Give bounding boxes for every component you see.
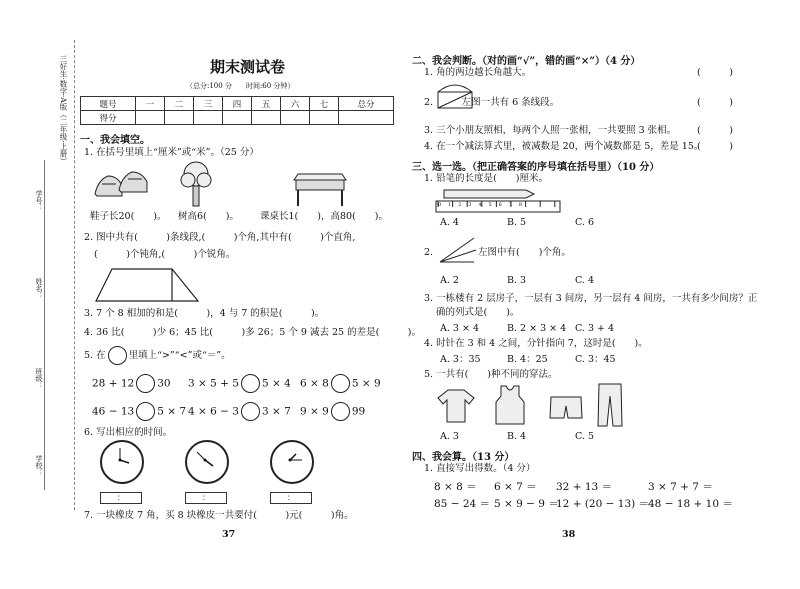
choice-4: 4. 时针在 3 和 4 之间，分针指向 7，这时是( )。 — [424, 338, 648, 349]
score-input[interactable] — [281, 111, 310, 125]
clock-face-icon — [185, 440, 229, 484]
compare-blank[interactable] — [331, 374, 350, 393]
choice-4-option-a[interactable]: A. 3：35 — [440, 354, 481, 365]
tree-icon — [178, 160, 214, 208]
q5-suffix: 里填上“>”“<”或“＝”。 — [128, 350, 231, 361]
margin-field-number: 学号： — [35, 190, 43, 211]
score-cell: 四 — [222, 97, 251, 111]
compare-blank[interactable] — [136, 402, 155, 421]
choice-3-option-a[interactable]: A. 3 × 4 — [440, 323, 479, 334]
question-1: 1. 在括号里填上“厘米”或“米”。（25 分） — [84, 147, 259, 158]
question-3: 3. 7 个 8 相加的和是( )，4 与 7 的积是( )。 — [84, 308, 325, 319]
choice-4-option-c[interactable]: C. 3：45 — [575, 354, 616, 365]
vest-icon — [492, 384, 528, 426]
clock-answer-box[interactable]: ： — [100, 492, 142, 504]
compare-circle-icon — [108, 346, 127, 365]
desk-icon — [292, 166, 348, 208]
page-subtitle: （总分:100 分 时间:60 分钟） — [186, 82, 295, 90]
calc-item: 48 − 18 + 10 ＝ — [648, 498, 733, 510]
clock-answer-box[interactable]: ： — [185, 492, 227, 504]
margin-field-name: 姓名： — [35, 278, 43, 299]
question-6: 6. 写出相应的时间。 — [84, 427, 173, 438]
q1-label-tree: 树高6( )。 — [178, 211, 239, 222]
page-title: 期末测试卷 — [210, 58, 286, 76]
choice-1: 1. 铅笔的长度是( )厘米。 — [424, 173, 548, 184]
choice-1-option-c[interactable]: C. 6 — [575, 217, 595, 228]
compare-blank[interactable] — [136, 374, 155, 393]
compare-item: 6 × 8 5 × 9 — [300, 374, 381, 393]
calc-item: 5 × 9 − 9 ＝ — [494, 498, 559, 510]
score-table — [80, 96, 394, 125]
page-number-right: 38 — [562, 529, 576, 540]
calc-instruction: 1. 直接写出得数。（4 分） — [424, 463, 536, 474]
trousers-icon — [596, 382, 624, 428]
score-input[interactable] — [193, 111, 222, 125]
calc-item: 12 + (20 − 13) ＝ — [556, 498, 650, 510]
calc-item: 85 − 24 ＝ — [434, 498, 491, 510]
score-input[interactable] — [135, 111, 164, 125]
score-cell: 二 — [164, 97, 193, 111]
score-cell: 题号 — [81, 97, 136, 111]
section-1-heading: 一、我会填空。 — [80, 135, 150, 146]
choice-2-number: 2. — [424, 247, 434, 258]
score-input[interactable] — [164, 111, 193, 125]
question-2-cont: ( )个钝角,( )个锐角。 — [94, 249, 236, 260]
calc-item: 3 × 7 + 7 ＝ — [648, 481, 713, 493]
q1-label-shoes: 鞋子长20( )。 — [90, 211, 167, 222]
clock-answer-box[interactable]: ： — [270, 492, 312, 504]
judge-3-answer[interactable]: ( ) — [697, 125, 733, 136]
compare-item: 4 × 6 − 3 3 × 7 — [188, 402, 291, 421]
judge-1-answer[interactable]: ( ) — [697, 67, 733, 78]
compare-item: 46 − 13 5 × 7 — [92, 402, 186, 421]
score-input[interactable] — [252, 111, 281, 125]
margin-field-lines — [44, 160, 45, 490]
score-cell: 七 — [310, 97, 339, 111]
pencil-ruler-figure — [434, 188, 564, 214]
page-number-left: 37 — [222, 529, 236, 540]
score-cell: 六 — [281, 97, 310, 111]
choice-5-option-c[interactable]: C. 5 — [575, 431, 595, 442]
margin-label: 三好生·数学·A版（二年级·上册） — [59, 55, 68, 166]
choice-4-option-b[interactable]: B. 4：25 — [507, 354, 548, 365]
section-4-heading: 四、我会算。（13 分） — [412, 452, 515, 463]
score-input[interactable] — [310, 111, 339, 125]
margin-field-school: 学校： — [35, 455, 43, 476]
compare-item: 28 + 12 30 — [92, 374, 171, 393]
calc-item: 32 + 13 ＝ — [556, 481, 613, 493]
score-cell: 三 — [193, 97, 222, 111]
score-input[interactable] — [339, 111, 394, 125]
shorts-icon — [548, 394, 584, 420]
clock-face-icon — [270, 440, 314, 484]
choice-1-option-a[interactable]: A. 4 — [440, 217, 459, 228]
angles-figure — [438, 234, 478, 268]
choice-2-option-c[interactable]: C. 4 — [575, 275, 595, 286]
ruler-labels: 012345678 — [438, 202, 529, 208]
choice-2-option-a[interactable]: A. 2 — [440, 275, 459, 286]
shoes-icon — [92, 164, 152, 202]
choice-5: 5. 一共有( )种不同的穿法。 — [424, 369, 558, 380]
choice-5-option-b[interactable]: B. 4 — [507, 431, 527, 442]
choice-1-option-b[interactable]: B. 5 — [507, 217, 527, 228]
margin-field-class: 班级： — [35, 368, 43, 389]
question-7: 7. 一块橡皮 7 角，买 8 块橡皮一共要付( )元( )角。 — [84, 510, 354, 521]
judge-2: 2. 左图一共有 6 条线段。 — [424, 97, 560, 108]
score-cell: 一 — [135, 97, 164, 111]
compare-blank[interactable] — [241, 374, 260, 393]
choice-2: 左图中有( )个角。 — [478, 247, 571, 258]
choice-3-cont: 确的列式是( )。 — [436, 307, 520, 318]
choice-3-option-b[interactable]: B. 2 × 3 × 4 — [507, 323, 567, 334]
compare-blank[interactable] — [241, 402, 260, 421]
score-input[interactable] — [222, 111, 251, 125]
choice-3-option-c[interactable]: C. 3 + 4 — [575, 323, 615, 334]
choice-2-option-b[interactable]: B. 3 — [507, 275, 527, 286]
choice-3: 3. 一栋楼有 2 层房子，一层有 3 间房，另一层有 4 间房，一共有多少间房？正 — [424, 293, 758, 304]
score-cell: 五 — [252, 97, 281, 111]
calc-item: 6 × 7 ＝ — [494, 481, 537, 493]
question-5 — [84, 346, 231, 365]
score-cell: 总分 — [339, 97, 394, 111]
q1-label-desk: 课桌长1( )，高80( )。 — [260, 211, 388, 222]
question-4: 4. 36 比( )少 6；45 比( )多 26；5 个 9 减去 25 的差是( )。 — [84, 327, 421, 338]
section-3-heading: 三、选一选。（把正确答案的序号填在括号里）（10 分） — [412, 162, 660, 173]
clock-face-icon — [100, 440, 144, 484]
judge-3: 3. 三个小朋友照相，每两个人照一张相，一共要照 3 张相。 — [424, 125, 677, 136]
section-2-heading: 二、我会判断。（对的画“√”，错的画“×”）（4 分） — [412, 56, 641, 67]
judge-2-answer[interactable]: ( ) — [697, 97, 733, 108]
judge-4-answer[interactable]: ( ) — [697, 141, 733, 152]
judge-4: 4. 在一个减法算式里，被减数是 20，两个减数都是 5，差是 15。 — [424, 141, 704, 152]
choice-5-option-a[interactable]: A. 3 — [440, 431, 459, 442]
compare-item: 3 × 5 + 5 5 × 4 — [188, 374, 291, 393]
q5-prefix: 5. 在 — [84, 350, 106, 361]
judge-1: 1. 角的两边越长角越大。 — [424, 67, 532, 78]
trapezoid-figure — [94, 265, 204, 305]
score-cell: 得分 — [81, 111, 136, 125]
compare-item: 9 × 9 99 — [300, 402, 365, 421]
shirt-icon — [436, 386, 476, 426]
calc-item: 8 × 8 ＝ — [434, 481, 477, 493]
compare-blank[interactable] — [331, 402, 350, 421]
question-2: 2. 图中共有( )条线段,( )个角,其中有( )个直角, — [84, 232, 356, 243]
